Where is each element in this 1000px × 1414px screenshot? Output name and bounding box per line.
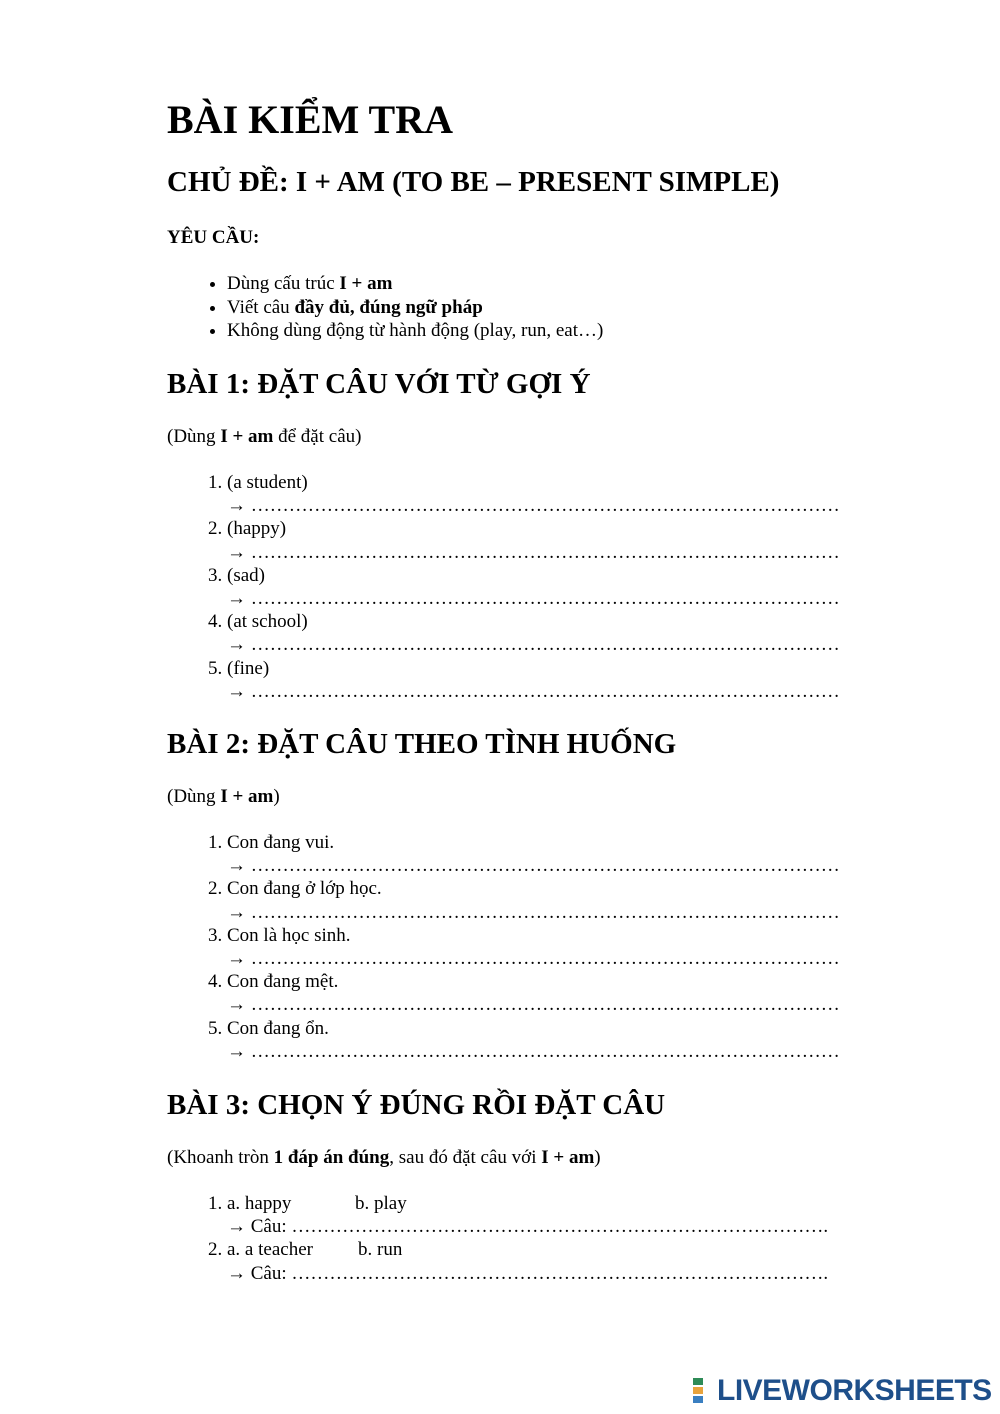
requirements-list <box>167 272 603 343</box>
answer-line[interactable]: → ………………………………………………………………………………… <box>227 588 840 610</box>
logo-block <box>693 1387 703 1394</box>
list-item <box>227 1238 828 1284</box>
list-item: 4. Con đang mệt. → ………………………………………………………………………………… <box>227 970 840 1016</box>
list-item: 3. Con là học sinh. → ………………………………………………………………………………… <box>227 924 840 970</box>
logo-mark-icon <box>693 1378 713 1404</box>
section2-list <box>167 831 840 1063</box>
list-item: 3. (sad) → ………………………………………………………………………………… <box>227 564 840 610</box>
topic-heading: CHỦ ĐỀ: I + AM (TO BE – PRESENT SIMPLE) <box>167 166 780 198</box>
section2-heading: BÀI 2: ĐẶT CÂU THEO TÌNH HUỐNG <box>167 728 677 760</box>
section1-instruction: (Dùng I + am để đặt câu) <box>167 426 362 447</box>
answer-line[interactable]: → ………………………………………………………………………………… <box>227 495 840 517</box>
liveworksheets-logo <box>693 1374 992 1408</box>
list-item: 2. Con đang ở lớp học. → ………………………………………………………………………………… <box>227 877 840 923</box>
answer-line[interactable]: → ………………………………………………………………………………… <box>227 855 840 877</box>
page-title: BÀI KIỂM TRA <box>167 97 453 142</box>
section3-list <box>167 1192 828 1285</box>
list-item: 5. (fine) → ………………………………………………………………………………… <box>227 657 840 703</box>
section3-heading: BÀI 3: CHỌN Ý ĐÚNG RỒI ĐẶT CÂU <box>167 1089 666 1121</box>
section2-instruction: (Dùng I + am) <box>167 786 280 807</box>
option-b[interactable]: b. play <box>355 1193 407 1214</box>
answer-line[interactable]: → Câu: …………………………………………………………………………. <box>227 1216 829 1238</box>
requirements-heading: YÊU CẦU: <box>167 227 260 248</box>
answer-line[interactable]: → ………………………………………………………………………………… <box>227 1040 840 1062</box>
logo-block <box>693 1378 703 1385</box>
list-item: 4. (at school) → ………………………………………………………………………………… <box>227 610 840 656</box>
option-b[interactable]: b. run <box>358 1239 403 1261</box>
logo-block <box>693 1396 703 1403</box>
logo-text: LIVEWORKSHEETS <box>717 1374 992 1407</box>
list-item: 1. Con đang vui. → ………………………………………………………………………………… <box>227 831 840 877</box>
answer-line[interactable]: → ………………………………………………………………………………… <box>227 541 840 563</box>
requirement-item: • Dùng cấu trúc I + am <box>227 272 603 296</box>
section1-heading: BÀI 1: ĐẶT CÂU VỚI TỪ GỢI Ý <box>167 368 591 400</box>
list-item: 1. (a student) → ………………………………………………………………………………… <box>227 471 840 517</box>
option-a[interactable]: a. a teacher <box>227 1239 313 1261</box>
list-item <box>227 1192 828 1238</box>
answer-line[interactable]: → ………………………………………………………………………………… <box>227 680 840 702</box>
option-a[interactable]: a. happy <box>227 1193 292 1214</box>
requirement-item: • Viết câu đầy đủ, đúng ngữ pháp <box>227 296 603 320</box>
section1-list <box>167 471 840 703</box>
answer-line[interactable]: → ………………………………………………………………………………… <box>227 948 840 970</box>
requirement-item: • Không dùng động từ hành động (play, run, eat…) <box>227 319 603 343</box>
answer-line[interactable]: → ………………………………………………………………………………… <box>227 634 840 656</box>
answer-line[interactable]: → Câu: …………………………………………………………………………. <box>227 1262 829 1284</box>
answer-line[interactable]: → ………………………………………………………………………………… <box>227 901 840 923</box>
list-item: 5. Con đang ổn. → ………………………………………………………………………………… <box>227 1017 840 1063</box>
section3-instruction: (Khoanh tròn 1 đáp án đúng, sau đó đặt câu với I + am) <box>167 1147 601 1168</box>
list-item: 2. (happy) → ………………………………………………………………………………… <box>227 517 840 563</box>
answer-line[interactable]: → ………………………………………………………………………………… <box>227 994 840 1016</box>
